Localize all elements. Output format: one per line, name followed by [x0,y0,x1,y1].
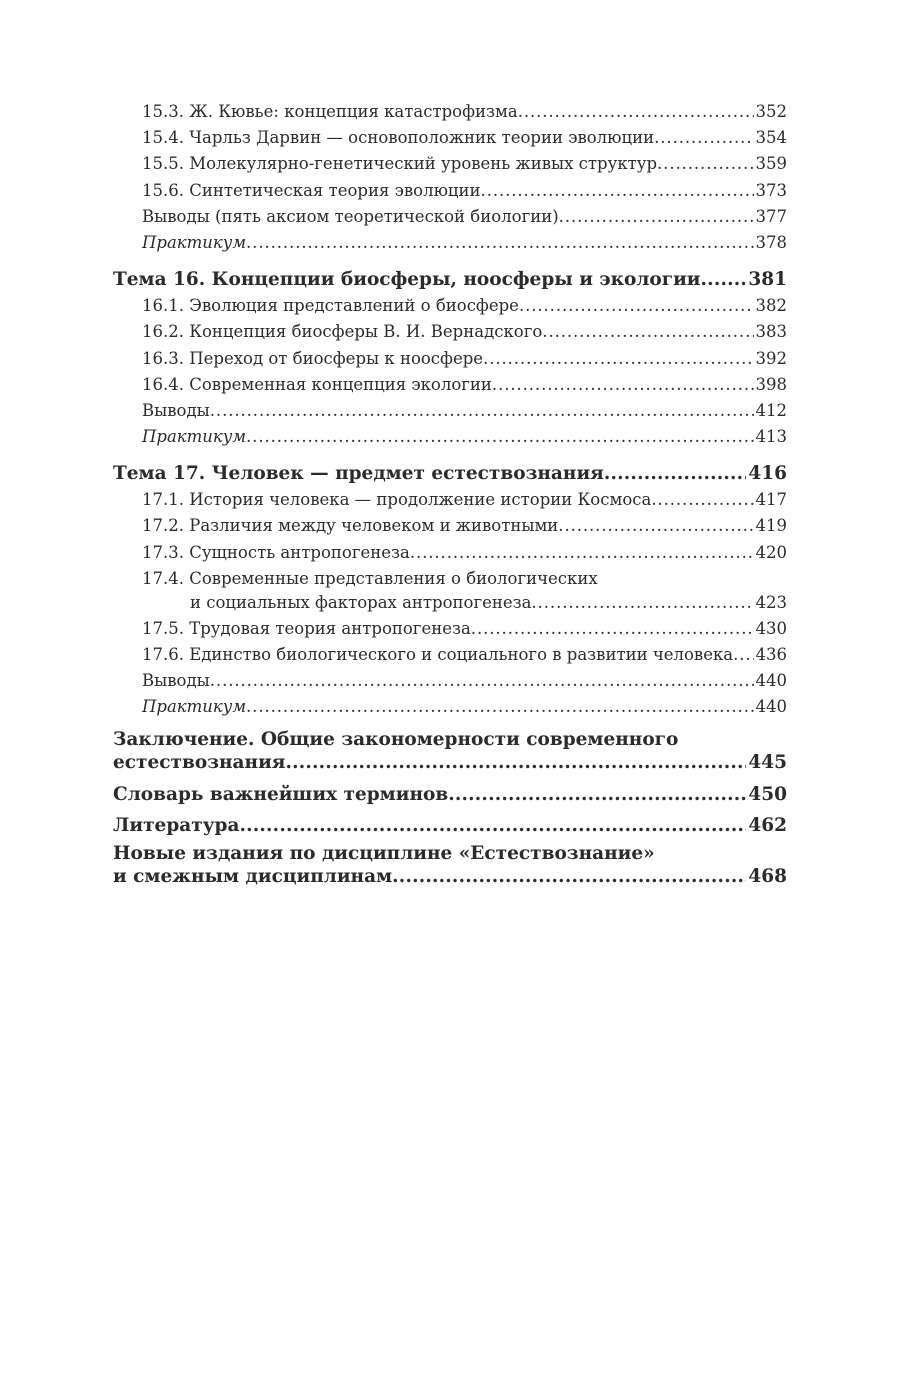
dot-leader [392,864,746,889]
toc-entry-page: 420 [755,542,787,562]
toc-topic-page: 416 [748,463,787,485]
toc-entry-17-practicum[interactable] [113,694,787,720]
toc-topic-17[interactable] [113,458,787,487]
dot-leader [519,293,754,319]
dot-leader [448,777,746,808]
toc-topic-page: 381 [748,269,787,291]
toc-entry-page: 354 [755,128,787,148]
toc-entry-17-1[interactable] [113,487,787,513]
dot-leader [210,398,754,424]
toc-entry-17-5[interactable] [113,616,787,642]
toc-entry-page: 430 [755,618,787,638]
toc-new-editions-page: 468 [748,865,787,887]
toc-entry-16-3[interactable] [113,346,787,372]
toc-entry-page: 440 [755,671,787,691]
dot-leader [246,230,753,256]
toc-entry-title: Практикум [142,232,247,252]
toc-conclusion[interactable] [113,725,787,777]
toc-literature-title: Литература [113,814,240,836]
toc-entry-page: 382 [755,296,787,316]
toc-entry-title: 15.3. Ж. Кювье: концепция катастрофизма [142,102,518,121]
toc-entry-16-conclusions[interactable] [113,398,787,424]
toc-entry-15-4[interactable] [113,125,787,151]
table-of-contents [113,99,787,891]
toc-entry-title: 17.3. Сущность антропогенеза [142,542,410,562]
toc-new-editions-title-line1: Новые издания по дисциплине «Естествознание» [113,842,655,864]
toc-entry-16-practicum[interactable] [113,424,787,450]
toc-glossary[interactable] [113,777,787,808]
toc-entry-title: 17.5. Трудовая теория антропогенеза [142,618,471,638]
toc-entry-page: 383 [755,322,787,342]
toc-entry-17-conclusions[interactable] [113,668,787,694]
dot-leader [471,616,754,642]
toc-entry-page: 398 [755,374,787,394]
dot-leader [657,151,753,177]
toc-entry-page: 412 [755,400,787,420]
dot-leader [654,125,753,151]
toc-entry-title: 17.2. Различия между человеком и животными [142,516,559,536]
toc-entry-page: 423 [755,592,787,612]
toc-entry-page: 378 [755,232,787,252]
dot-leader [558,513,753,539]
toc-entry-title: Практикум [142,427,247,447]
toc-entry-title: 16.3. Переход от биосферы к ноосфере [142,348,484,368]
toc-entry-title: Выводы (пять аксиом теоретической биологии) [142,206,559,226]
toc-entry-title-line2: и социальных факторах антропогенеза [190,592,532,612]
toc-entry-17-3[interactable] [113,540,787,566]
toc-entry-title: 16.4. Современная концепция экологии [142,374,492,394]
toc-new-editions[interactable] [113,839,787,891]
toc-glossary-title: Словарь важнейших терминов [113,783,449,805]
toc-entry-page: 373 [755,180,787,200]
toc-entry-16-4[interactable] [113,372,787,398]
dot-leader [285,750,746,775]
dot-leader [483,346,753,372]
toc-entry-title: 15.6. Синтетическая теория эволюции [142,180,481,200]
toc-conclusion-page: 445 [748,751,787,773]
dot-leader [210,668,754,694]
toc-entry-page: 436 [755,645,787,664]
toc-entry-page: 377 [755,206,787,226]
dot-leader [542,319,753,345]
toc-conclusion-title-line1: Заключение. Общие закономерности современного [113,728,679,750]
dot-leader [559,204,754,230]
dot-leader [246,424,753,450]
toc-entry-title: Выводы [142,400,210,420]
dot-leader [481,178,754,204]
toc-conclusion-title-line2: естествознания [113,751,286,773]
toc-entry-page: 419 [755,516,787,536]
toc-entry-title: 15.4. Чарльз Дарвин — основоположник теории эволюции [142,128,655,148]
toc-entry-page: 359 [755,154,787,174]
toc-entry-page: 392 [755,348,787,368]
dot-leader [604,458,747,487]
toc-entry-15-5[interactable] [113,151,787,177]
toc-topic-16[interactable] [113,264,787,293]
toc-new-editions-title-line2: и смежным дисциплинам [113,865,393,887]
toc-entry-page: 440 [755,697,787,717]
toc-entry-title: 17.6. Единство биологического и социального в развитии человека [142,645,734,664]
toc-entry-17-2[interactable] [113,513,787,539]
toc-entry-15-practicum[interactable] [113,230,787,256]
toc-entry-title: 16.2. Концепция биосферы В. И. Вернадского [142,322,543,342]
toc-entry-16-2[interactable] [113,319,787,345]
dot-leader [492,372,754,398]
toc-entry-title-line1: 17.4. Современные представления о биологических [142,568,598,588]
dot-leader [733,642,753,668]
toc-entry-title: Выводы [142,671,210,691]
dot-leader [531,589,753,616]
toc-entry-title: 16.1. Эволюция представлений о биосфере [142,296,519,316]
toc-glossary-page: 450 [748,783,787,805]
toc-entry-title: Практикум [142,697,247,717]
toc-entry-title: 17.1. История человека — продолжение истории Космоса [142,490,652,510]
toc-entry-page: 413 [755,427,787,447]
toc-entry-16-1[interactable] [113,293,787,319]
toc-entry-title: 15.5. Молекулярно-генетический уровень живых структур [142,154,658,174]
toc-entry-15-6[interactable] [113,178,787,204]
toc-entry-page: 352 [755,102,787,121]
toc-topic-title: Тема 17. Человек — предмет естествознания [113,463,604,485]
toc-entry-17-6[interactable] [113,642,787,668]
toc-entry-17-4[interactable] [113,566,787,616]
toc-topic-title: Тема 16. Концепции биосферы, ноосферы и экологии [113,269,701,291]
toc-literature-page: 462 [748,814,787,836]
dot-leader [701,264,747,293]
dot-leader [518,99,754,125]
dot-leader [651,487,753,513]
toc-entry-15-3[interactable] [113,99,787,125]
dot-leader [246,694,753,720]
toc-entry-15-conclusions[interactable] [113,204,787,230]
toc-literature[interactable] [113,808,787,839]
dot-leader [410,540,754,566]
toc-entry-page: 417 [755,490,787,510]
dot-leader [239,808,746,839]
